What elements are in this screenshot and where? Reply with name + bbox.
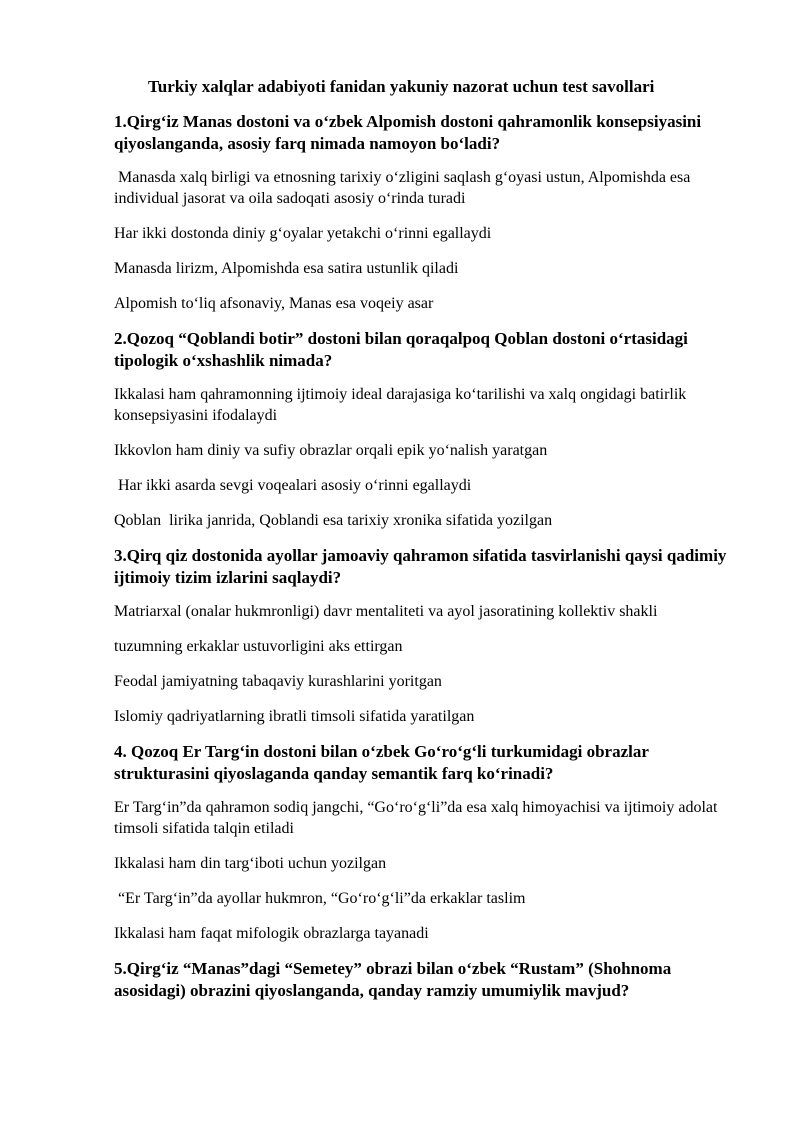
answer-option: Ikkalasi ham qahramonning ijtimoiy ideal darajasiga ko‘tarilishi va xalq ongidagi batirlik konsepsiyasini ifodalaydi: [114, 386, 691, 424]
answer-option: Manasda lirizm, Alpomishda esa satira ustunlik qiladi: [114, 260, 459, 277]
answer-option: Ikkovlon ham diniy va sufiy obrazlar orqali epik yo‘nalish yaratgan: [114, 442, 548, 459]
document-title: Turkiy xalqlar adabiyoti fanidan yakuniy nazorat uchun test savollari: [148, 77, 655, 96]
question-text: 4. Qozoq Er Targ‘in dostoni bilan o‘zbek Go‘ro‘g‘li turkumidagi obrazlar strukturasini qiyoslaganda qanday semantik farq ko‘rinadi?: [114, 742, 649, 783]
answer-option: Alpomish to‘liq afsonaviy, Manas esa voqeiy asar: [114, 295, 434, 312]
answer-option: Har ikki asarda sevgi voqealari asosiy o‘rinni egallaydi: [114, 477, 472, 494]
question-block: [114, 958, 734, 1002]
answer-option: Ikkalasi ham faqat mifologik obrazlarga tayanadi: [114, 925, 429, 942]
answer-option: Er Targ‘in”da qahramon sodiq jangchi, “Go‘ro‘g‘li”da esa xalq himoyachisi va ijtimoiy adolat timsoli sifatida talqin etiladi: [114, 799, 722, 837]
question-text: 1.Qirg‘iz Manas dostoni va o‘zbek Alpomish dostoni qahramonlik konsepsiyasini qiyoslanganda, asosiy farq nimada namoyon bo‘ladi?: [114, 112, 702, 153]
question-block: [114, 741, 734, 944]
question-block: [114, 328, 734, 531]
question-text: 2.Qozoq “Qoblandi botir” dostoni bilan qoraqalpoq Qoblan dostoni o‘rtasidagi tipologik o‘xshashlik nimada?: [114, 329, 688, 370]
question-block: [114, 545, 734, 727]
answer-option: tuzumning erkaklar ustuvorligini aks ettirgan: [114, 638, 403, 655]
question-text: 3.Qirq qiz dostonida ayollar jamoaviy qahramon sifatida tasvirlanishi qaysi qadimiy ijtimoiy tizim izlarini saqlaydi?: [114, 546, 727, 587]
answer-option: Ikkalasi ham din targ‘iboti uchun yozilgan: [114, 855, 387, 872]
question-block: [114, 111, 734, 314]
question-text: 5.Qirg‘iz “Manas”dagi “Semetey” obrazi bilan o‘zbek “Rustam” (Shohnoma asosidagi) obrazini qiyoslanganda, qanday ramziy umumiylik mavjud?: [114, 959, 672, 1000]
answer-option: Har ikki dostonda diniy g‘oyalar yetakchi o‘rinni egallaydi: [114, 225, 492, 242]
answer-option: Manasda xalq birligi va etnosning tarixiy o‘zligini saqlash g‘oyasi ustun, Alpomishda esa individual jasorat va oila sadoqati asosiy o‘rinda turadi: [114, 169, 695, 207]
answer-option: Matriarxal (onalar hukmronligi) davr mentaliteti va ayol jasoratining kollektiv shakli: [114, 603, 658, 620]
question-list: [114, 111, 734, 1002]
answer-option: Qoblan lirika janrida, Qoblandi esa tarixiy xronika sifatida yozilgan: [114, 512, 553, 529]
answer-option: “Er Targ‘in”da ayollar hukmron, “Go‘ro‘g‘li”da erkaklar taslim: [114, 890, 526, 907]
answer-option: Feodal jamiyatning tabaqaviy kurashlarini yoritgan: [114, 673, 442, 690]
answer-option: Islomiy qadriyatlarning ibratli timsoli sifatida yaratilgan: [114, 708, 475, 725]
document-page: [114, 76, 734, 1014]
